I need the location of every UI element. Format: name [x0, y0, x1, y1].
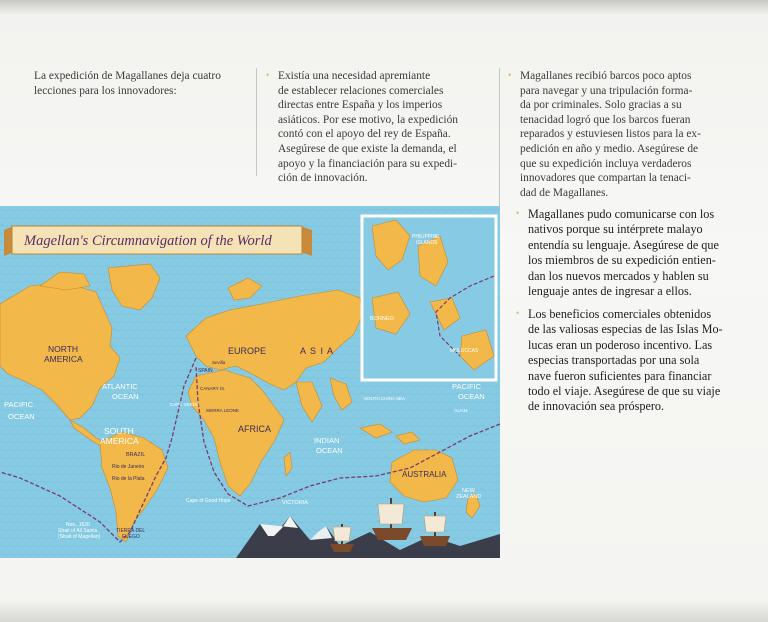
lesson-line: Existía una necesidad apremiante — [278, 70, 431, 82]
label-africa: AFRICA — [238, 424, 272, 434]
label-moluccas: MOLUCCAS — [450, 348, 479, 354]
lesson-line: asiáticos. Por ese motivo, la expedición — [278, 113, 458, 126]
lesson-line: directas entre España y los imperios — [278, 99, 443, 112]
label-philippines: PHILIPPINE — [412, 234, 440, 240]
lesson-line: innovadores que compartan la tenaci- — [520, 172, 691, 185]
label-new-zealand: NEW — [462, 488, 475, 494]
lesson-line: Los beneficios comerciales obtenidos — [528, 307, 712, 321]
lesson-line: que su expedición incluya verdaderos — [520, 157, 692, 170]
label-canary: CANARY IS. — [200, 386, 226, 391]
lesson-line: dad de Magallanes. — [520, 186, 609, 199]
label-pacific-west: PACIFIC — [4, 400, 34, 409]
lesson-line: entendía su lenguaje. Asegúrese de que — [528, 237, 719, 252]
lesson-line: ción de innovación. — [278, 172, 368, 185]
map-title: Magellan's Circumnavigation of the World — [24, 233, 272, 249]
page-bottom-shadow — [0, 600, 768, 622]
label-philippines: ISLANDS — [416, 240, 438, 246]
page-top-shadow — [0, 0, 768, 14]
bullet-icon: • — [266, 70, 270, 80]
lesson-line: Asegúrese de que existe la demanda, el — [278, 142, 457, 155]
lesson-line: nave fueron suficientes para financiar — [528, 368, 712, 383]
label-australia: AUSTRALIA — [402, 470, 447, 479]
lesson-line: dan los nuevos mercados y hablen su — [528, 268, 709, 283]
label-atlantic: ATLANTIC — [102, 382, 138, 391]
label-strait: Strait of All Saints — [58, 528, 98, 534]
lesson-line: los miembros de su expedición entien- — [528, 253, 716, 268]
lesson-line: de las valiosas especias de las Islas Mo- — [528, 322, 723, 337]
lesson-line: Magallanes pudo comunicarse con los — [528, 207, 715, 221]
label-south-america: AMERICA — [100, 436, 139, 446]
lesson-3-section — [516, 207, 746, 299]
label-north-america: NORTH — [48, 344, 79, 354]
label-atlantic: OCEAN — [112, 392, 139, 401]
label-south-america: SOUTH — [104, 426, 134, 436]
label-cape: Cape of Good Hope — [186, 498, 231, 504]
label-sierra-leone: SIERRA LEONE — [206, 408, 240, 413]
lesson-line: pedición en año y medio. Asegúrese de — [520, 142, 699, 155]
lesson-1-column — [266, 69, 498, 186]
lesson-line: nativos porque su intérprete malayo — [528, 222, 703, 237]
label-strait: Nov., 1520 — [66, 522, 90, 528]
bullet-icon: • — [516, 208, 520, 218]
label-new-zealand: ZEALAND — [456, 494, 482, 500]
intro-line: lecciones para los innovadores: — [34, 84, 177, 97]
intro-line: La expedición de Magallanes deja cuatro — [34, 70, 221, 82]
label-victoria: VICTORIA — [282, 500, 308, 506]
label-pacific-east: OCEAN — [458, 392, 485, 401]
lesson-line: lucas eran un poderoso incentivo. Las — [528, 337, 713, 352]
label-plata: Rio de la Plata — [112, 476, 145, 482]
lesson-2-column — [508, 69, 740, 200]
bullet-icon: • — [516, 308, 520, 318]
lesson-line: de innovación sea próspero. — [528, 399, 665, 414]
map-illustration — [0, 206, 500, 558]
bullet-icon: • — [508, 70, 512, 80]
lesson-line: reparados y estuviesen listos para la ex- — [520, 128, 701, 141]
lesson-line: lenguaje antes de ingresar a ellos. — [528, 284, 692, 299]
label-europe: EUROPE — [228, 346, 267, 356]
label-north-america: AMERICA — [44, 354, 83, 364]
lesson-line: de establecer relaciones comerciales — [278, 84, 444, 97]
lesson-line: todo el viaje. Asegúrese de que su viaje — [528, 384, 721, 399]
lesson-line: para navegar y una tripulación forma- — [520, 84, 693, 97]
lesson-line: tenacidad logró que los barcos fueran — [520, 113, 691, 126]
label-rio: Rio de Janeiro — [112, 464, 145, 470]
intro-column — [34, 69, 249, 98]
label-fuego: FUEGO — [122, 534, 140, 540]
lesson-line: apoyo y la financiación para su expedi- — [278, 157, 458, 170]
label-strait: (Strait of Magellan) — [58, 534, 101, 540]
lesson-4-section — [516, 307, 746, 415]
label-south-china-sea: SOUTH CHINA SEA — [364, 396, 406, 401]
label-brazil: BRAZIL — [126, 452, 146, 458]
label-pacific-east: PACIFIC — [452, 382, 482, 391]
label-sevilla: Sevilla — [212, 360, 226, 365]
label-guam: GUAM — [454, 408, 468, 413]
label-cape-verde: CAPE VERDE — [170, 402, 200, 407]
label-asia: A S I A — [300, 346, 335, 356]
label-indian: INDIAN — [314, 436, 340, 445]
label-fuego: TIERRA DEL — [116, 528, 146, 534]
label-indian: OCEAN — [316, 446, 343, 455]
lesson-line: contó con el apoyo del rey de España. — [278, 128, 451, 141]
lesson-line: Magallanes recibió barcos poco aptos — [520, 70, 692, 82]
label-borneo: BORNEO — [370, 316, 394, 322]
lesson-line: especias transportadas por una sola — [528, 353, 700, 368]
label-pacific-west: OCEAN — [8, 412, 35, 421]
lesson-line: da por criminales. Solo gracias a su — [520, 99, 682, 112]
label-spain: SPAIN — [198, 368, 213, 374]
column-divider — [256, 68, 257, 176]
